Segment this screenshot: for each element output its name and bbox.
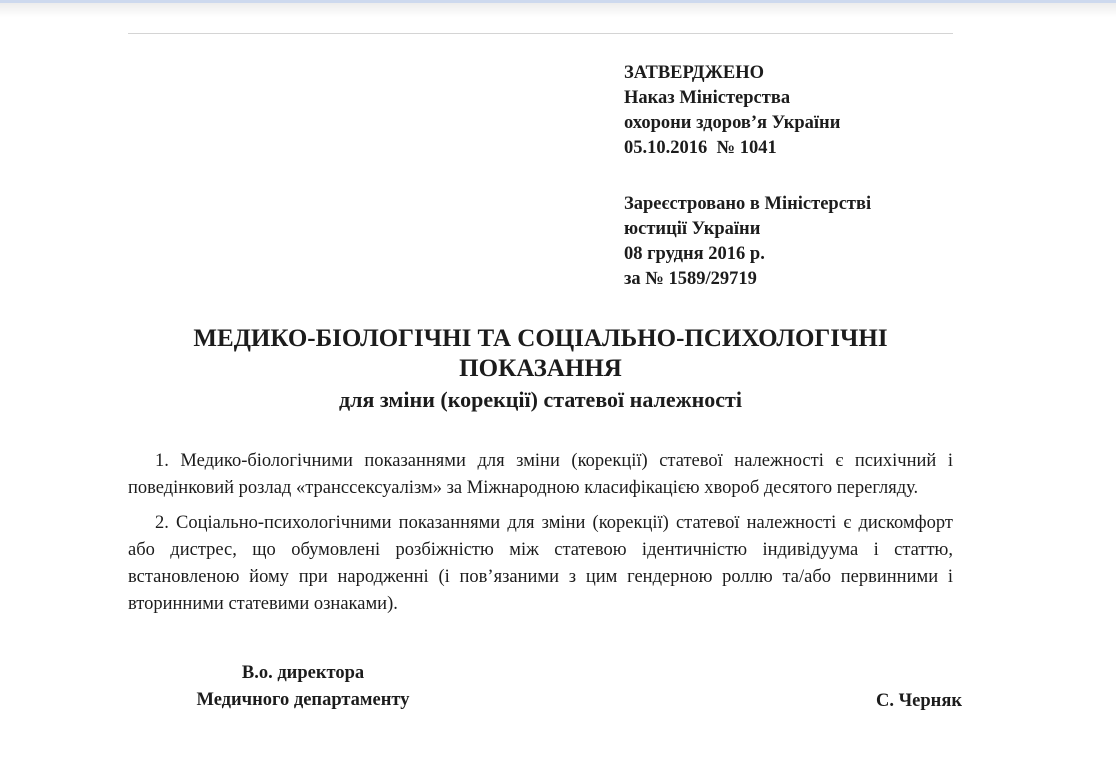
approval-stamp-line: ЗАТВЕРДЖЕНО	[624, 63, 764, 83]
approval-stamp-line: 05.10.2016 № 1041	[624, 138, 777, 158]
registration-stamp-line: юстиції України	[624, 219, 761, 239]
document-subtitle: для зміни (корекції) статевої належності	[339, 387, 742, 412]
document-title-line-1: МЕДИКО-БІОЛОГІЧНІ ТА СОЦІАЛЬНО-ПСИХОЛОГІЧНІ	[193, 325, 888, 352]
document-body	[128, 448, 953, 626]
registration-stamp	[624, 192, 871, 292]
registration-stamp-line: Зареєстровано в Міністерстві	[624, 194, 872, 214]
paragraph-2: 2. Соціально-психологічними показаннями для зміни (корекції) статевої належності є дискомфорт або дистрес, що обумовлені розбіжністю між статевою ідентичністю індивідуума і статтю, встановленою йому при народженні (і пов’язаними з цим гендерною роллю та/або первинними і вторинними статевими ознаками).	[128, 512, 953, 615]
approval-stamp	[624, 61, 840, 161]
signatory-position-line-1: В.о. директора	[241, 663, 365, 683]
registration-stamp-line: за № 1589/29719	[624, 269, 757, 289]
top-shadow-gradient	[0, 3, 1116, 17]
approval-stamp-line: охорони здоров’я України	[624, 113, 841, 133]
document-title-line-2: ПОКАЗАННЯ	[459, 355, 622, 382]
page-top-rule	[128, 33, 953, 34]
document-title-block	[128, 324, 953, 415]
signatory-name: С. Черняк	[875, 691, 962, 711]
approval-stamp-line: Наказ Міністерства	[624, 88, 791, 108]
paragraph-1: 1. Медико-біологічними показаннями для зміни (корекції) статевої належності є психічний і поведінковий розлад «транссексуалізм» за Міжнародною класифікацією хвороб десятого перегляду.	[128, 451, 953, 499]
registration-stamp-line: 08 грудня 2016 р.	[624, 244, 765, 264]
signatory-position-line-2: Медичного департаменту	[196, 690, 410, 710]
